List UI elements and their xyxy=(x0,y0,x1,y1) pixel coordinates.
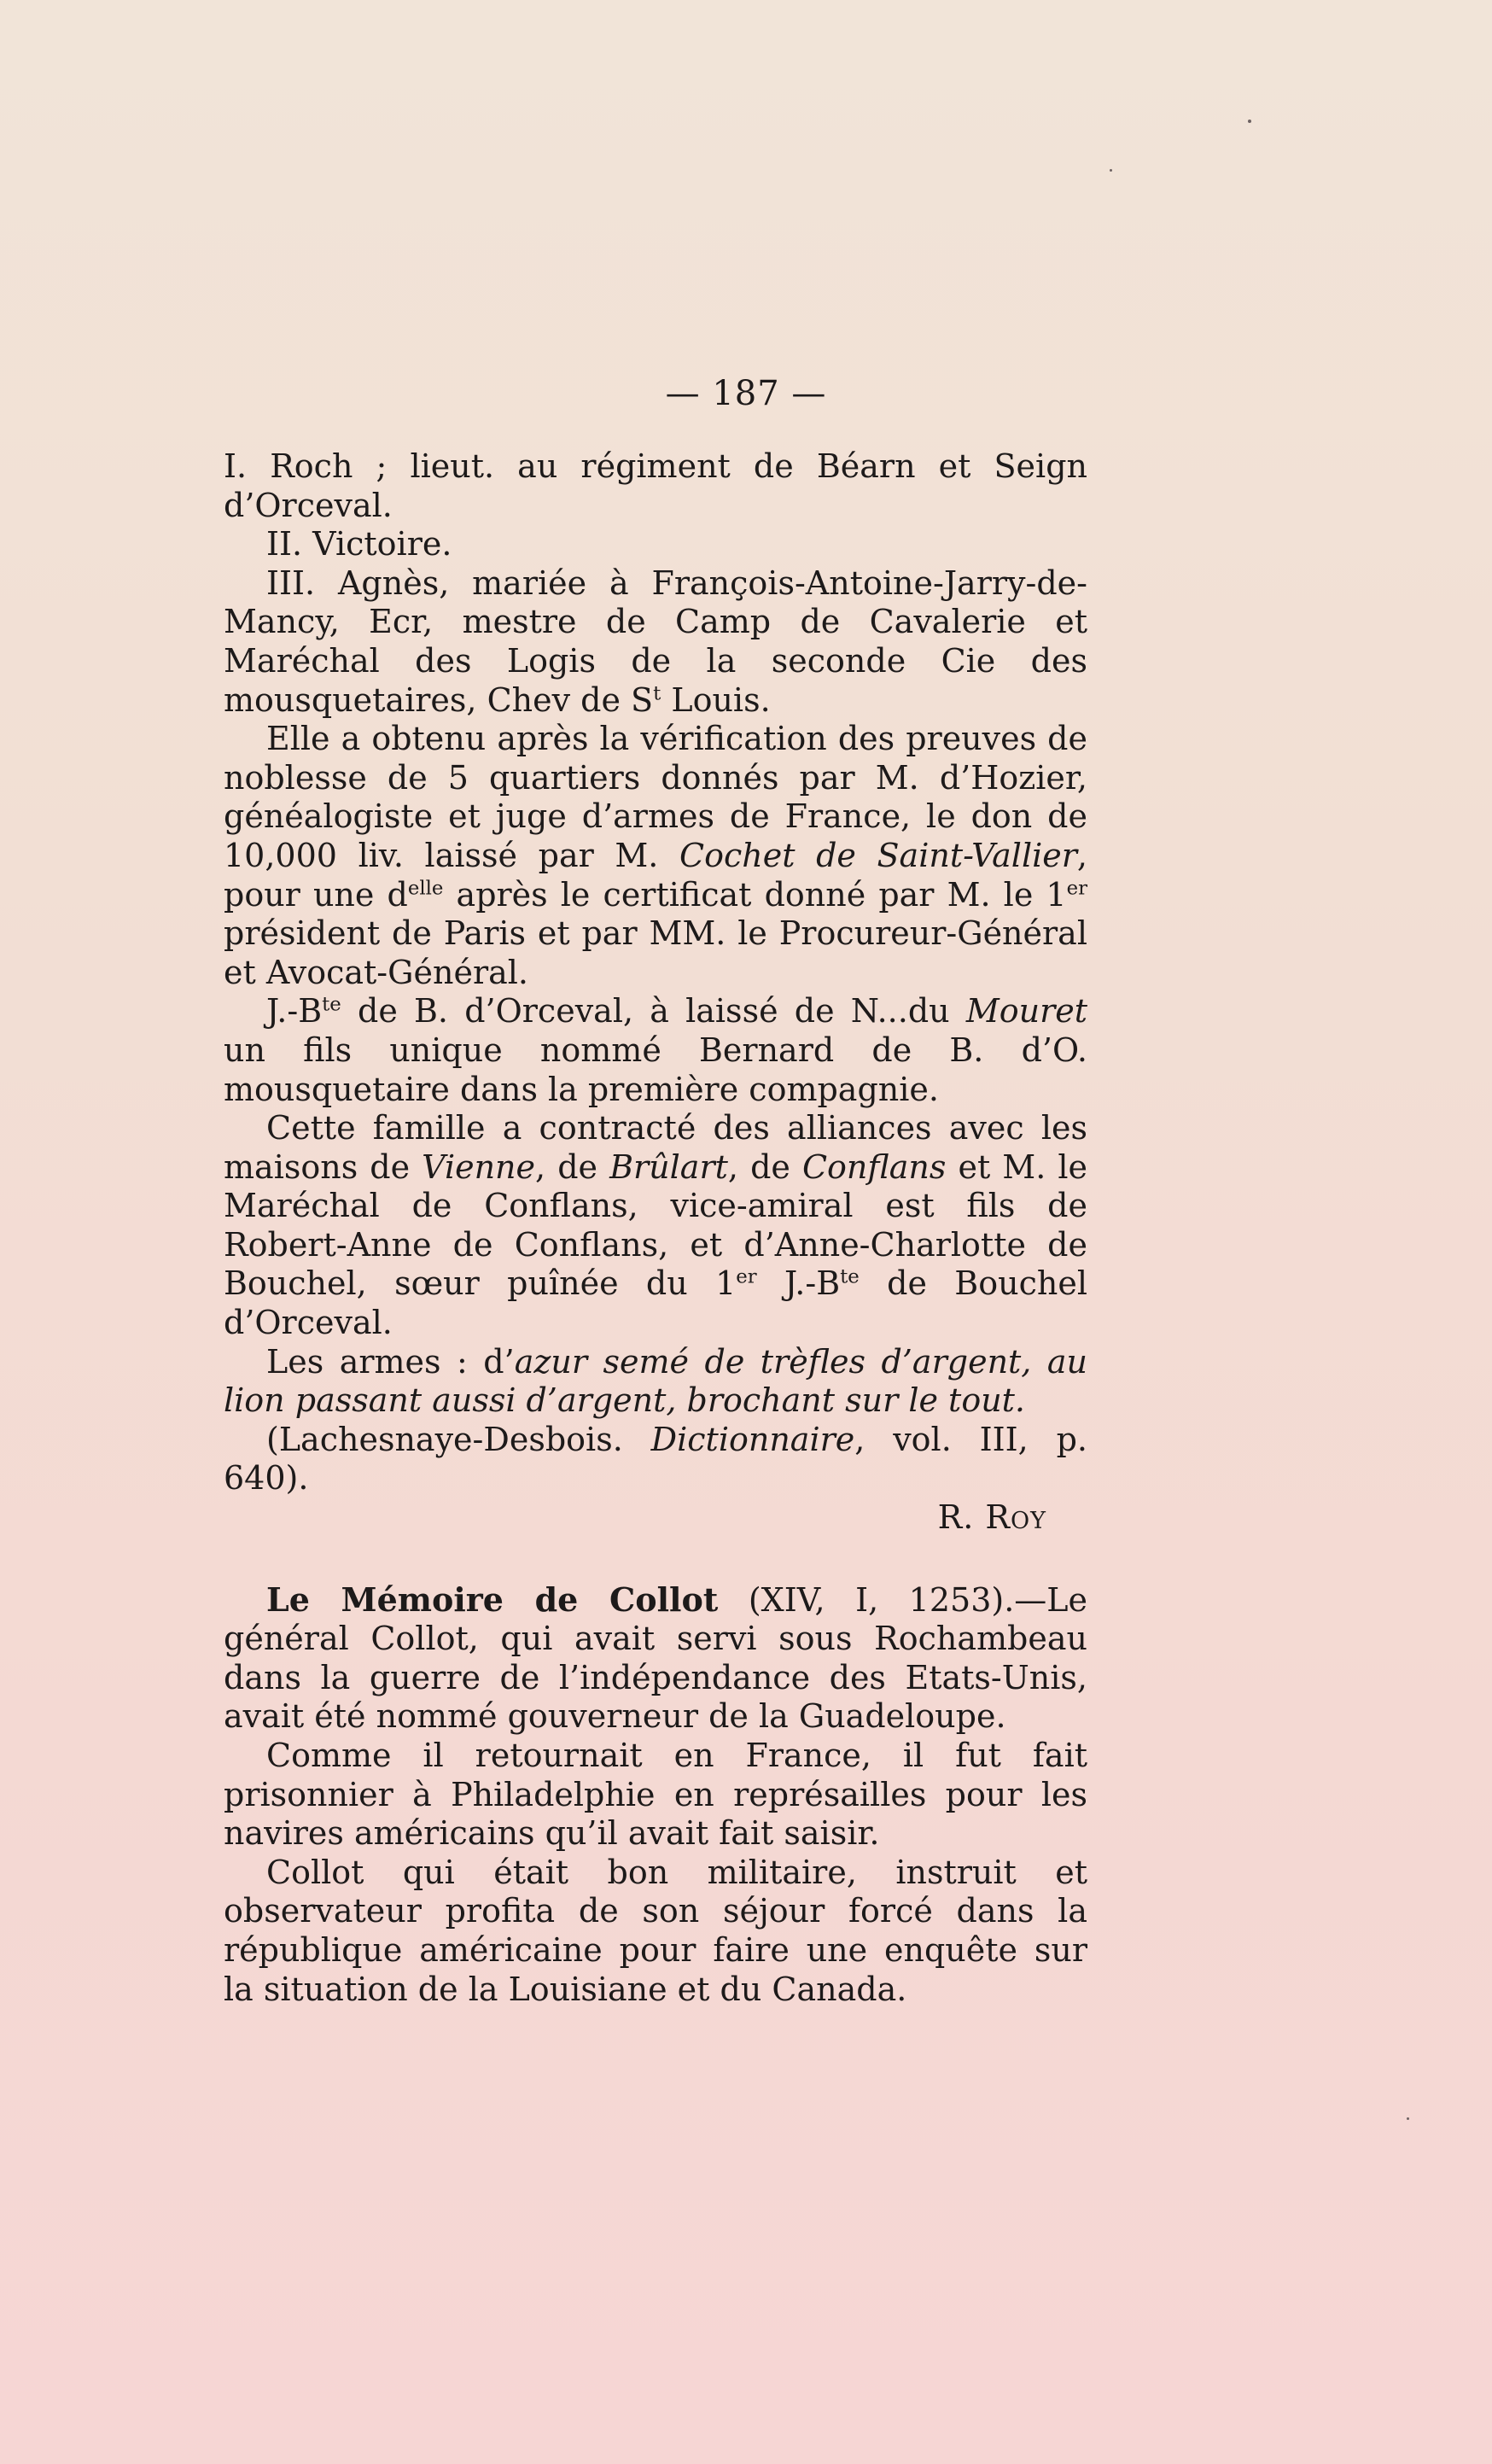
article-collot-p3: Collot qui était bon militaire, instruit et observateur profita de son séjour forcé dans la république américaine pour faire une enquête sur la situation de la Louisiane et du Canada. xyxy=(224,1853,1087,2008)
article-heading: Le Mémoire de Collot xyxy=(266,1579,719,1619)
signature: R. Roy xyxy=(937,1498,1046,1537)
article-collot-intro: Le Mémoire de Collot (XIV, I, 1253).—Le général Collot, qui avait servi sous Rochambeau dans la guerre de l’indépendance des Etats-Unis, avait été nommé gouverneur de la Guadeloupe. xyxy=(224,1579,1087,1736)
entry-roch: I. Roch ; lieut. au régiment de Béarn et Seign d’Orceval. xyxy=(224,447,1087,524)
paragraph-noblesse: Elle a obtenu après la vérification des preuves de noblesse de 5 quartiers donnés par M. d’Hozier, généalogiste et juge d’armes de France, le don de 10,000 liv. laissé par M. Cochet de Saint-Vallier, pour une $d^{elle}$ après le certificat donné par M. le 1er président de Paris et par MM. le Procureur-Général et Avocat-Général. xyxy=(224,720,1088,991)
article-collot-p2: Comme il retournait en France, il fut fait prisonnier à Philadelphie en représailles pour les navires américains qu’il avait fait saisir. xyxy=(224,1737,1087,1853)
paper-speck xyxy=(1248,120,1251,123)
entry-victoire: II. Victoire. xyxy=(266,525,452,563)
paragraph-source: (Lachesnaye-Desbois. Dictionnaire, vol. III, p. 640). xyxy=(224,1420,1087,1498)
entry-agnes: III. Agnès, mariée à François-Antoine-Jarry-de-Mancy, Ecr, mestre de Camp de Cavalerie et Maréchal des Logis de la seconde Cie des mousquetaires, Chev de $S^t$ Louis. xyxy=(224,563,1087,719)
paper-speck xyxy=(1110,169,1112,172)
section-gap xyxy=(224,1538,1087,1580)
paper-speck xyxy=(1407,2117,1409,2120)
paragraph-jb-orceval: $J.-B^{te}$ de B. d’Orceval, à laissé de N...du Mouret un fils unique nommé Bernard de B. d’O. mousquetaire dans la première compagnie. xyxy=(224,992,1087,1108)
page-number: — 187 — xyxy=(665,374,827,413)
text-column xyxy=(224,447,1087,2009)
paragraph-armes: Les armes : d’azur semé de trèfles d’argent, au lion passant aussi d’argent, brochant sur le tout. xyxy=(224,1342,1087,1420)
paragraph-alliances: Cette famille a contracté des alliances avec les maisons de Vienne, de Brûlart, de Conflans et M. le Maréchal de Conflans, vice-amiral est fils de Robert-Anne de Conflans, et d’Anne-Charlotte de Bouchel, sœur puînée du 1er $J.-B^{te}$ de Bouchel d’Orceval. xyxy=(224,1109,1087,1342)
